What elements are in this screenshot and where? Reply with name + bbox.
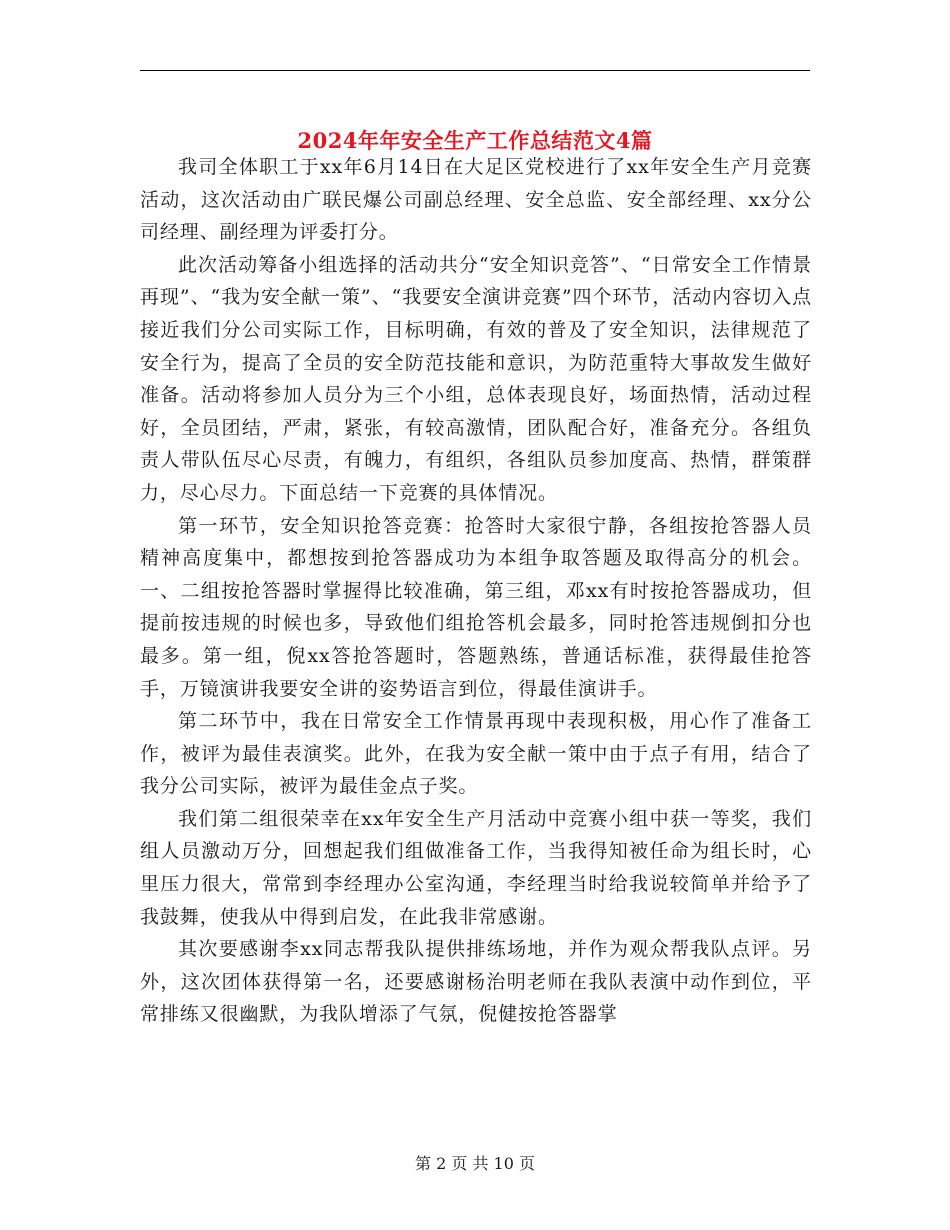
document-title: 2024年年安全生产工作总结范文4篇 xyxy=(297,128,653,154)
body-paragraph: 第二环节中，我在日常安全工作情景再现中表现积极，用心作了准备工作，被评为最佳表演奖。此外，在我为安全献一策中由于点子有用，结合了我分公司实际，被评为最佳金点子奖。 xyxy=(140,710,812,798)
page-number: 第 2 页 共 10 页 xyxy=(415,1154,535,1173)
header-rule xyxy=(140,70,810,71)
body-paragraph: 我司全体职工于xx年6月14日在大足区党校进行了xx年安全生产月竞赛活动，这次活动由广联民爆公司副总经理、安全总监、安全部经理、xx分公司经理、副经理为评委打分。 xyxy=(140,156,812,244)
body-paragraph: 此次活动筹备小组选择的活动共分“安全知识竞答”、“日常安全工作情景再现”、“我为安全献一策”、“我要安全演讲竞赛”四个环节，活动内容切入点接近我们分公司实际工作，目标明确，有效的普及了安全知识，法律规范了安全行为，提高了全员的安全防范技能和意识，为防范重特大事故发生做好准备。活动将参加人员分为三个小组，总体表现良好，场面热情，活动过程好，全员团结，严肃，紧张，有较高激情，团队配合好，准备充分。各组负责人带队伍尽心尽责，有魄力，有组织，各组队员参加度高、热情，群策群力，尽心尽力。下面总结一下竞赛的具体情况。 xyxy=(140,253,812,504)
body-paragraph: 其次要感谢李xx同志帮我队提供排练场地，并作为观众帮我队点评。另外，这次团体获得第一名，还要感谢杨治明老师在我队表演中动作到位，平常排练又很幽默，为我队增添了气氛，倪健按抢答器掌 xyxy=(140,938,812,1026)
body-paragraph: 第一环节，安全知识抢答竞赛：抢答时大家很宁静，各组按抢答器人员精神高度集中，都想按到抢答器成功为本组争取答题及取得高分的机会。一、二组按抢答器时掌握得比较准确，第三组，邓xx有时按抢答器成功，但提前按违规的时候也多，导致他们组抢答机会最多，同时抢答违规倒扣分也最多。第一组，倪xx答抢答题时，答题熟练，普通话标准，获得最佳抢答手，万镜演讲我要安全讲的姿势语言到位，得最佳演讲手。 xyxy=(140,514,812,700)
body-paragraph: 我们第二组很荣幸在xx年安全生产月活动中竞赛小组中获一等奖，我们组人员激动万分，回想起我们组做准备工作，当我得知被任命为组长时，心里压力很大，常常到李经理办公室沟通，李经理当时给我说较简单并给予了我鼓舞，使我从中得到启发，在此我非常感谢。 xyxy=(140,807,812,928)
document-body xyxy=(140,151,812,1031)
